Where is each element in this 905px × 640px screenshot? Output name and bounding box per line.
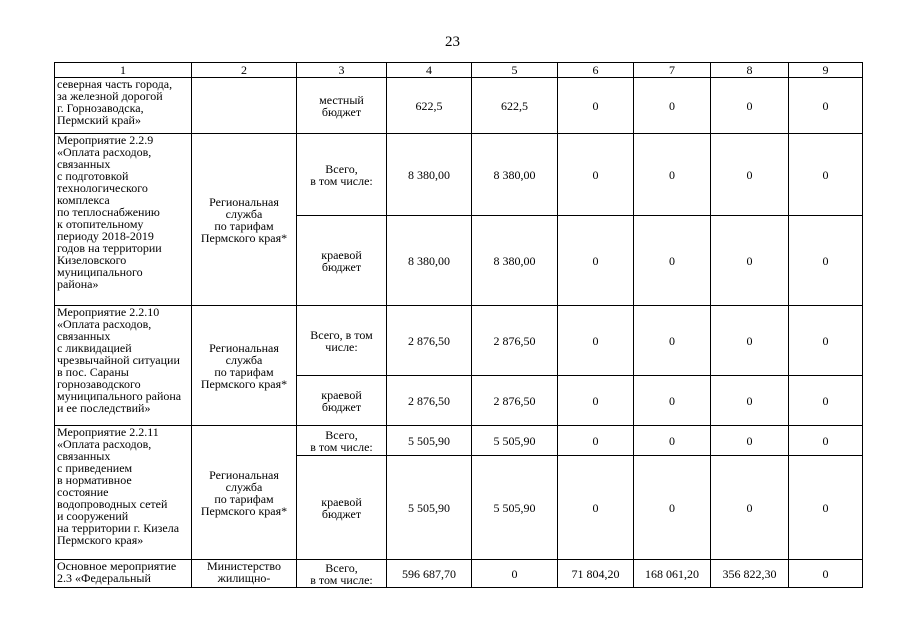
executor-cell: Региональная служба по тарифам Пермского края* xyxy=(192,306,297,426)
value-cell: 0 xyxy=(711,78,789,134)
value-cell: 0 xyxy=(634,216,711,306)
activity-name-cell: Мероприятие 2.2.10 «Оплата расходов, связанных с ликвидацией чрезвычайной ситуации в пос. Сараны горнозаводского муниципального района и ее последствий» xyxy=(55,306,192,426)
value-cell: 0 xyxy=(634,376,711,426)
value-cell: 0 xyxy=(711,376,789,426)
value-cell: 5 505,90 xyxy=(387,426,472,456)
funding-source-cell: краевой бюджет xyxy=(297,456,387,560)
value-cell: 168 061,20 xyxy=(634,560,711,588)
value-cell: 0 xyxy=(558,78,634,134)
header-cell: 8 xyxy=(711,63,789,78)
value-cell: 0 xyxy=(789,560,863,588)
value-cell: 0 xyxy=(711,216,789,306)
value-cell: 0 xyxy=(789,134,863,216)
value-cell: 0 xyxy=(789,306,863,376)
page-number: 23 xyxy=(445,34,460,50)
executor-cell: Региональная служба по тарифам Пермского края* xyxy=(192,426,297,560)
value-cell: 2 876,50 xyxy=(472,306,558,376)
value-cell: 0 xyxy=(789,216,863,306)
executor-cell xyxy=(192,78,297,134)
value-cell: 5 505,90 xyxy=(387,456,472,560)
value-cell: 356 822,30 xyxy=(711,560,789,588)
header-cell: 5 xyxy=(472,63,558,78)
value-cell: 0 xyxy=(789,78,863,134)
header-cell: 3 xyxy=(297,63,387,78)
value-cell: 0 xyxy=(558,306,634,376)
activity-name-cell: северная часть города, за железной дорогой г. Горнозаводска, Пермский край» xyxy=(55,78,192,134)
header-cell: 7 xyxy=(634,63,711,78)
value-cell: 0 xyxy=(634,134,711,216)
table-row xyxy=(55,426,863,456)
funding-source-cell: Всего, в том числе: xyxy=(297,560,387,588)
value-cell: 622,5 xyxy=(472,78,558,134)
header-cell: 9 xyxy=(789,63,863,78)
value-cell: 5 505,90 xyxy=(472,456,558,560)
value-cell: 2 876,50 xyxy=(387,376,472,426)
value-cell: 0 xyxy=(789,376,863,426)
funding-source-cell: местный бюджет xyxy=(297,78,387,134)
value-cell: 8 380,00 xyxy=(387,134,472,216)
value-cell: 0 xyxy=(634,426,711,456)
executor-cell: Региональная служба по тарифам Пермского края* xyxy=(192,134,297,306)
value-cell: 0 xyxy=(634,456,711,560)
activity-name-cell: Мероприятие 2.2.11 «Оплата расходов, связанных с приведением в нормативное состояние водопроводных сетей и сооружений на территории г. Кизела Пермского края» xyxy=(55,426,192,560)
value-cell: 71 804,20 xyxy=(558,560,634,588)
header-cell: 2 xyxy=(192,63,297,78)
funding-source-cell: краевой бюджет xyxy=(297,376,387,426)
funding-source-cell: Всего, в том числе: xyxy=(297,306,387,376)
header-row xyxy=(55,63,863,78)
header-cell: 4 xyxy=(387,63,472,78)
value-cell: 8 380,00 xyxy=(387,216,472,306)
value-cell: 0 xyxy=(711,134,789,216)
value-cell: 0 xyxy=(634,78,711,134)
budget-table xyxy=(54,62,863,588)
funding-source-cell: Всего, в том числе: xyxy=(297,134,387,216)
funding-source-cell: краевой бюджет xyxy=(297,216,387,306)
value-cell: 596 687,70 xyxy=(387,560,472,588)
table-row xyxy=(55,78,863,134)
value-cell: 0 xyxy=(472,560,558,588)
activity-name-cell: Основное мероприятие 2.3 «Федеральный xyxy=(55,560,192,588)
value-cell: 2 876,50 xyxy=(472,376,558,426)
executor-cell: Министерство жилищно- xyxy=(192,560,297,588)
header-cell: 1 xyxy=(55,63,192,78)
value-cell: 0 xyxy=(711,426,789,456)
value-cell: 0 xyxy=(558,426,634,456)
table-row xyxy=(55,306,863,376)
value-cell: 0 xyxy=(558,134,634,216)
value-cell: 8 380,00 xyxy=(472,134,558,216)
value-cell: 8 380,00 xyxy=(472,216,558,306)
value-cell: 0 xyxy=(711,306,789,376)
value-cell: 0 xyxy=(558,456,634,560)
table-row xyxy=(55,134,863,216)
value-cell: 2 876,50 xyxy=(387,306,472,376)
value-cell: 0 xyxy=(789,426,863,456)
table-row xyxy=(55,560,863,588)
activity-name-cell: Мероприятие 2.2.9 «Оплата расходов, связанных с подготовкой технологического комплекса по теплоснабжению к отопительному периоду 2018-2019 годов на территории Кизеловского муниципального района» xyxy=(55,134,192,306)
value-cell: 0 xyxy=(789,456,863,560)
funding-source-cell: Всего, в том числе: xyxy=(297,426,387,456)
value-cell: 0 xyxy=(711,456,789,560)
header-cell: 6 xyxy=(558,63,634,78)
value-cell: 5 505,90 xyxy=(472,426,558,456)
value-cell: 0 xyxy=(558,376,634,426)
value-cell: 622,5 xyxy=(387,78,472,134)
value-cell: 0 xyxy=(558,216,634,306)
value-cell: 0 xyxy=(634,306,711,376)
